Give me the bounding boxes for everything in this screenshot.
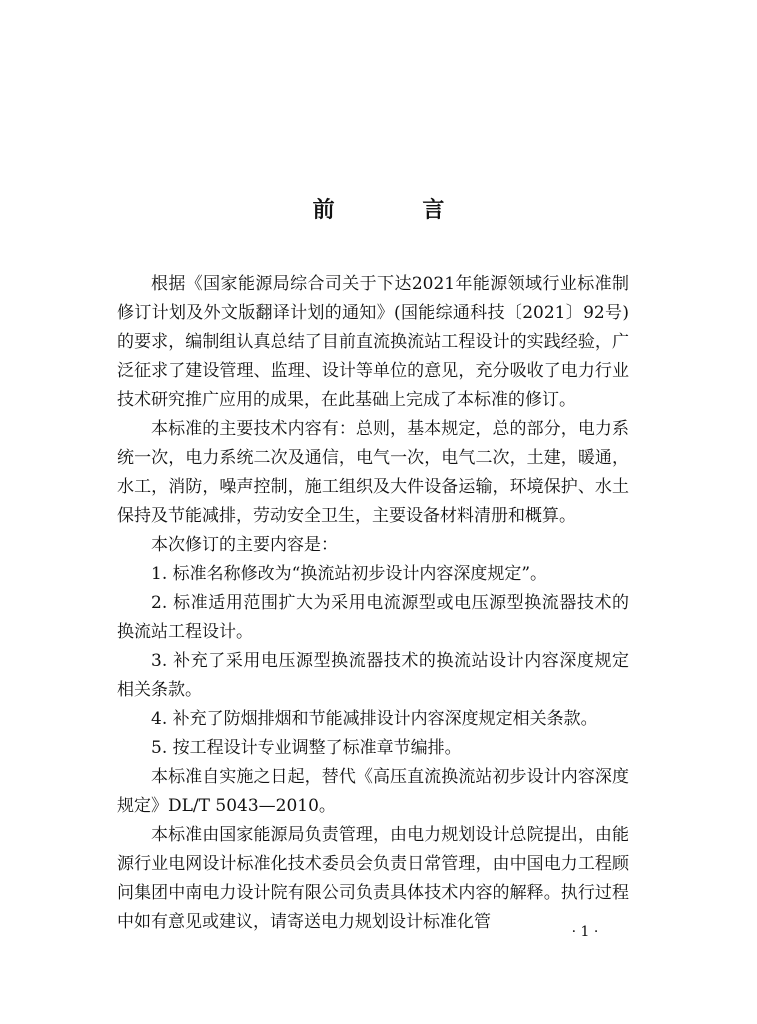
paragraph-revision-item-2: 2. 标准适用范围扩大为采用电流源型或电压源型换流器技术的换流站工程设计。 xyxy=(117,593,629,642)
paragraph-management: 本标准由国家能源局负责管理，由电力规划设计总院提出，由能源行业电网设计标准化技术委员会负责日常管理，由中国电力工程顾问集团中南电力设计院有限公司负责具体技术内容的解释。执行过程中如有意见或建议，请寄送电力规划设计标准化管 xyxy=(117,825,629,932)
paragraph-main-contents: 本标准的主要技术内容有：总则，基本规定，总的部分，电力系统一次，电力系统二次及通信，电气一次，电气二次，土建，暖通，水工，消防，噪声控制，施工组织及大件设备运输，环境保护、水土保持及节能减排，劳动安全卫生，主要设备材料清册和概算。 xyxy=(117,419,629,526)
paragraph-basis: 根据《国家能源局综合司关于下达2021年能源领域行业标准制修订计划及外文版翻译计划的通知》(国能综通科技〔2021〕92号)的要求，编制组认真总结了目前直流换流站工程设计的实践经验，广泛征求了建设管理、监理、设计等单位的意见，充分吸收了电力行业技术研究推广应用的成果，在此基础上完成了本标准的修订。 xyxy=(117,274,629,410)
page-number: · 1 · xyxy=(571,924,599,940)
paragraph-revision-item-1: 1. 标准名称修改为“换流站初步设计内容深度规定”。 xyxy=(151,564,548,584)
paragraph-revision-intro: 本次修订的主要内容是： xyxy=(151,535,338,555)
paragraph-replacement: 本标准自实施之日起，替代《高压直流换流站初步设计内容深度规定》DL/T 5043—2010。 xyxy=(117,767,629,816)
paragraph-revision-item-4: 4. 补充了防烟排烟和节能减排设计内容深度规定相关条款。 xyxy=(151,709,598,729)
page-title: 前 言 xyxy=(312,198,485,223)
paragraph-revision-item-5: 5. 按工程设计专业调整了标准章节编排。 xyxy=(151,738,462,758)
paragraph-revision-item-3: 3. 补充了采用电压源型换流器技术的换流站设计内容深度规定相关条款。 xyxy=(117,651,629,700)
body-text xyxy=(117,270,629,937)
